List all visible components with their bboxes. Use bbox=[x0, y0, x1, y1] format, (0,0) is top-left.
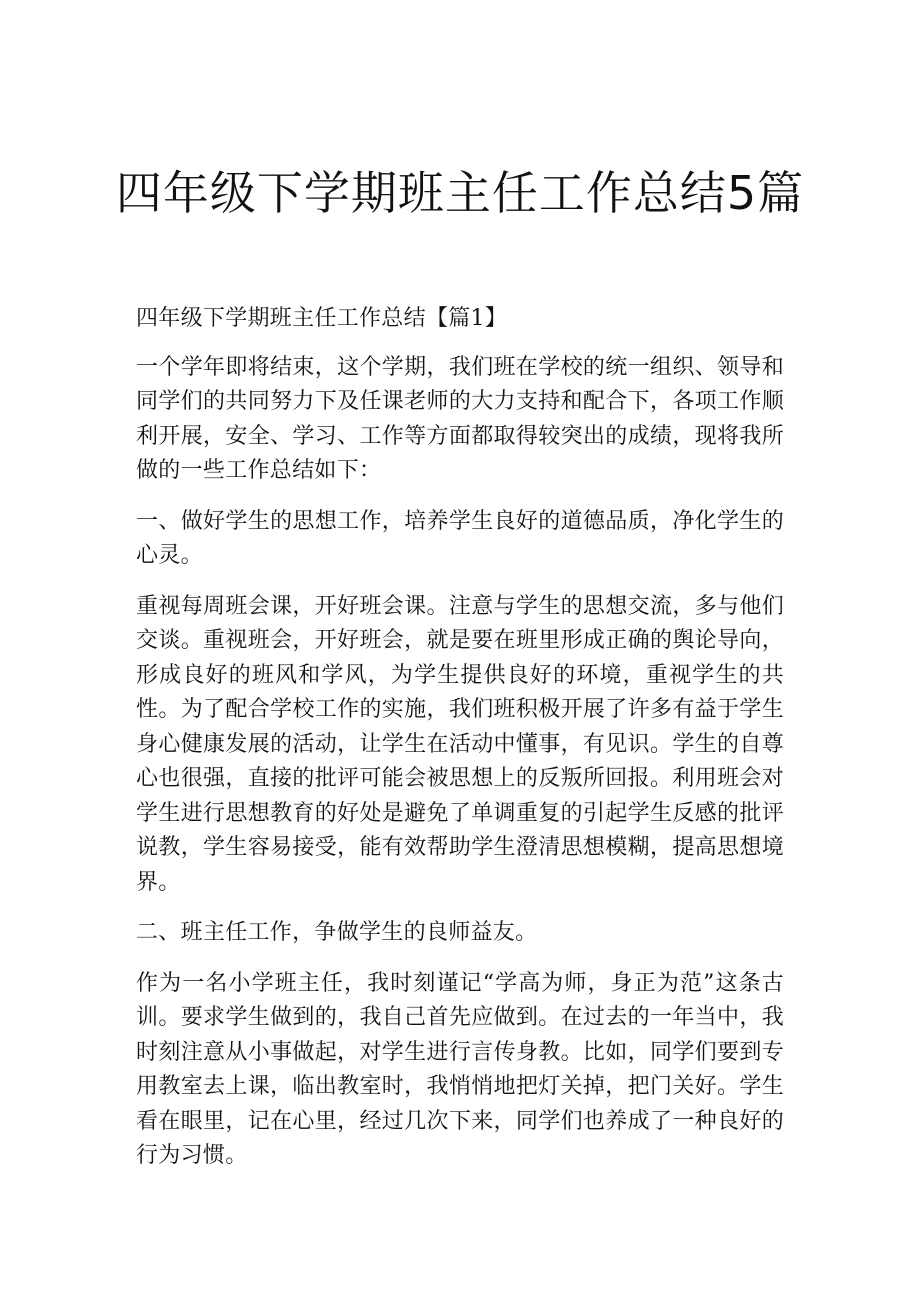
paragraph-role-model: 作为一名小学班主任，我时刻谨记“学高为师，身正为范”这条古训。要求学生做到的，我自己首先应做到。在过去的一年当中，我时刻注意从小事做起，对学生进行言传身教。比如，同学们要到专用教室去上课，临出教室时，我悄悄地把灯关掉，把门关好。学生看在眼里，记在心里，经过几次下来，同学们也养成了一种良好的行为习惯。 bbox=[136, 970, 784, 1168]
paragraph-intro: 一个学年即将结束，这个学期，我们班在学校的统一组织、领导和同学们的共同努力下及任课老师的大力支持和配合下，各项工作顺利开展，安全、学习、工作等方面都取得较突出的成绩，现将我所做的一些工作总结如下： bbox=[136, 354, 784, 483]
paragraph-class-meeting: 重视每周班会课，开好班会课。注意与学生的思想交流，多与他们交谈。重视班会，开好班会，就是要在班里形成正确的舆论导向，形成良好的班风和学风，为学生提供良好的环境，重视学生的共性。为了配合学校工作的实施，我们班积极开展了许多有益于学生身心健康发展的活动，让学生在活动中懂事，有见识。学生的自尊心也很强，直接的批评可能会被思想上的反叛所回报。利用班会对学生进行思想教育的好处是避免了单调重复的引起学生反感的批评说教，学生容易接受，能有效帮助学生澄清思想模糊，提高思想境界。 bbox=[136, 593, 784, 895]
paragraph-heading-two: 二、班主任工作，争做学生的良师益友。 bbox=[136, 920, 538, 945]
section-heading: 四年级下学期班主任工作总结【篇1】 bbox=[136, 306, 508, 331]
document-title: 四年级下学期班主任工作总结5篇 bbox=[115, 166, 805, 220]
paragraph-heading-one: 一、做好学生的思想工作，培养学生良好的道德品质，净化学生的心灵。 bbox=[136, 508, 784, 568]
document-body bbox=[136, 302, 784, 1190]
